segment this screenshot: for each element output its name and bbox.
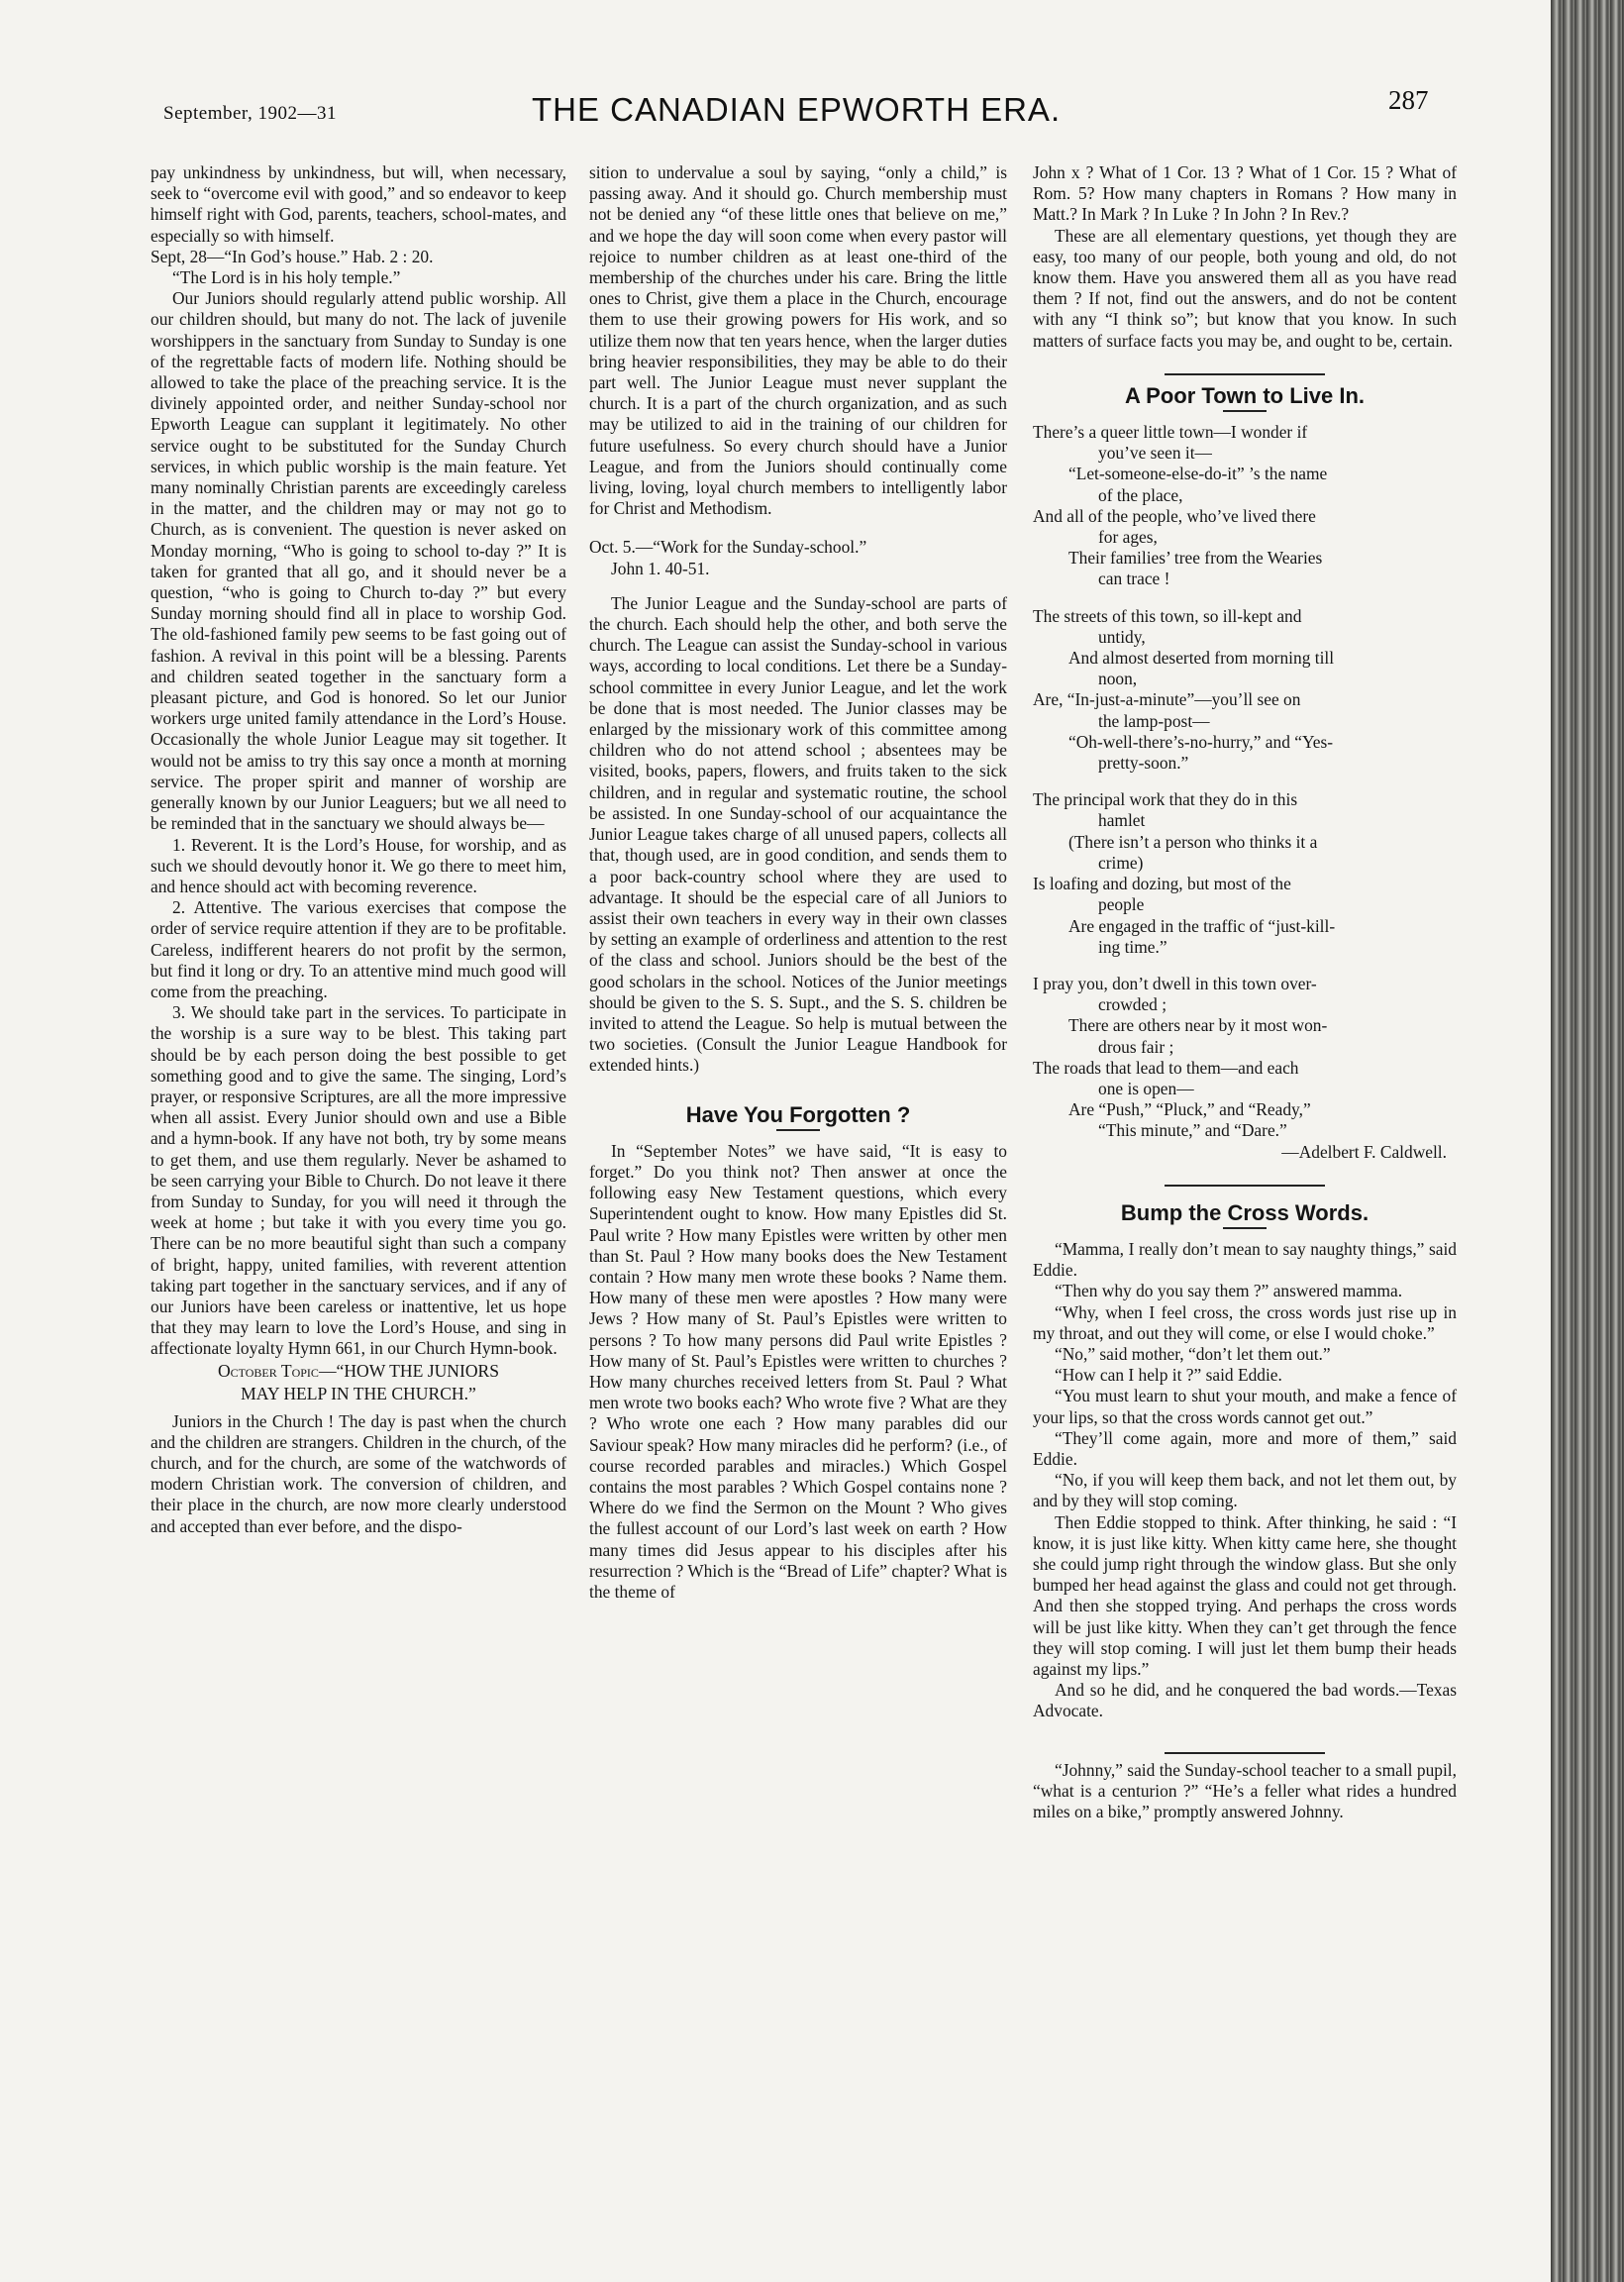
story-paragraph: “Mamma, I really don’t mean to say naughty things,” said Eddie. — [1033, 1238, 1457, 1281]
story-paragraph: “No, if you will keep them back, and not let them out, by and by they will stop coming. — [1033, 1470, 1457, 1511]
poem-line: pretty-soon.” — [1098, 753, 1189, 774]
poem-line: The principal work that they do in this — [1033, 789, 1298, 810]
poem-line: crime) — [1098, 852, 1144, 873]
poem-line: “Let-someone-else-do-it” ’s the name — [1068, 464, 1328, 484]
poem-title: A Poor Town to Live In. — [1125, 382, 1365, 408]
poem-line: Are “Push,” “Pluck,” and “Ready,” — [1068, 1099, 1311, 1120]
poem-line: There are others near by it most won- — [1068, 1015, 1328, 1036]
story-paragraph: “Then why do you say them ?” answered mamma. — [1055, 1281, 1403, 1301]
topic-heading: Oct. 5.—“Work for the Sunday-school.” — [589, 537, 867, 558]
poem-line: of the place, — [1098, 484, 1183, 505]
poem-line: Are engaged in the traffic of “just-kill- — [1068, 915, 1336, 936]
story-paragraph: “Why, when I feel cross, the cross words just rise up in my throat, and out they will come, or else I would choke.” — [1033, 1301, 1457, 1343]
poem-line: “Oh-well-there’s-no-hurry,” and “Yes- — [1068, 731, 1334, 752]
paragraph: In “September Notes” we have said, “It is easy to forget.” Do you think not? Then answer at once the following easy New Testament questions, which every Superintendent ought to know. How many Epistles did St. Paul write ? How many Epistles were written by other men than St. Paul ? How many books does the New Testament contain ? How many men wrote these books ? Name them. How many of these men were apostles ? How many were Jews ? How many of St. Paul’s Epistles were written to persons ? To how many persons did Paul write Epistles ? How many of St. Paul’s Epistles were written to churches ? How many churches received letters from St. Paul ? What men wrote two books each? Who wrote five ? What are they ? Who wrote one each ? How many parables did our Saviour speak? How many miracles did he perform? (i.e., of course recorded parables and miracles.) Which Gospel contains the most parables ? Which Gospel contains none ? Where do we find the Sermon on the Mount ? Who gives the fullest account of our Lord’s last week on earth ? How many times did Jesus appear to his disciples after his resurrection ? Which is the “Bread of Life” chapter? What is the theme of — [589, 1140, 1007, 1602]
poem-line: Are, “In-just-a-minute”—you’ll see on — [1033, 689, 1301, 710]
column-2 — [589, 162, 1007, 1603]
topic-subheading: John 1. 40-51. — [611, 558, 710, 578]
poem-line: And almost deserted from morning till — [1068, 648, 1335, 669]
poem-line: can trace ! — [1098, 569, 1170, 589]
poem-line: The roads that lead to them—and each — [1033, 1057, 1299, 1078]
column-3 — [1033, 162, 1457, 1822]
stanza-break — [1033, 958, 1457, 974]
section-divider — [1165, 1185, 1325, 1187]
stanza-break — [1033, 590, 1457, 606]
paragraph: Juniors in the Church ! The day is past when the church and the children are strangers. Children in the church, of the church, and for the church, are some of the watchwords of modern Christian work. The conversion of children, and their place in the church, are now more clearly understood and accepted than ever before, and the dispo- — [151, 1410, 566, 1536]
section-divider — [1165, 373, 1325, 375]
story-paragraph: Then Eddie stopped to think. After thinking, he said : “I know, it is just like kitty. When kitty came here, she thought she could jump right through the window glass. But she only bumped her head against the glass and could not get through. And then she stopped trying. And perhaps the cross words will be just like kitty. When they can’t get through the fence they will stop coming. I will just let them bump their heads against my lips.” — [1033, 1511, 1457, 1679]
title-rule — [776, 1129, 820, 1131]
topic-title-cont: MAY HELP IN THE CHURCH.” — [241, 1383, 476, 1403]
story-paragraph: “They’ll come again, more and more of them,” said Eddie. — [1033, 1427, 1457, 1469]
publication-title: THE CANADIAN EPWORTH ERA. — [532, 91, 1062, 128]
poem-line: the lamp-post— — [1098, 710, 1210, 731]
paragraph: The Junior League and the Sunday-school are parts of the church. Each should help the other, and both serve the church. The League can assist the Sunday-school in various ways, according to local conditions. Let there be a Sunday-school committee in every Junior League, and let the work be done that is most needed. The Junior classes may be enlarged by the missionary work of this committee among children who do not attend school ; absentees may be visited, books, papers, flowers, and fruits taken to the sick children, and in regular and systematic routine, the school be assisted. In one Sunday-school of our acquaintance the Junior League takes charge of all unused papers, collects all that, though used, are in good condition, and sends them to a poor back-country school where they are used to advantage. It should be the especial care of all Juniors to assist their own teachers in every way in their own classes by setting an example of orderliness and attention to the rest of the class and school. Juniors should be the best of the good scholars in the school. Notices of the Junior meetings should be given to the S. S. Supt., and the S. S. children be invited to attend the League. So help is mutual between the two societies. (Consult the Junior League Handbook for extended hints.) — [589, 592, 1007, 1076]
poem-line: drous fair ; — [1098, 1036, 1174, 1057]
title-rule — [1223, 410, 1267, 412]
poem-line: hamlet — [1098, 810, 1146, 831]
paragraph: “Johnny,” said the Sunday-school teacher to a small pupil, “what is a centurion ?” “He’s a feller what rides a hundred miles on a bike,” promptly answered Johnny. — [1033, 1759, 1457, 1822]
topic-label: October Topic — [217, 1360, 319, 1381]
column-1 — [151, 162, 566, 1537]
title-rule — [1223, 1227, 1267, 1229]
topic-heading: Sept, 28—“In God’s house.” Hab. 2 : 20. — [151, 246, 434, 266]
paragraph: These are all elementary questions, yet though they are easy, too many of our people, both young and old, do not know them. Have you answered them all as you have read them ? If not, find out the answers, and do not be content with any “I think so”; but know that you know. In such matters of surface facts you may be, and ought to be, certain. — [1033, 225, 1457, 351]
section-title: Have You Forgotten ? — [685, 1101, 911, 1127]
october-topic-heading — [151, 1360, 566, 1405]
paragraph: John x ? What of 1 Cor. 13 ? What of 1 Cor. 15 ? What of Rom. 5? How many chapters in Romans ? How many in Matt.? In Mark ? In Luke ? In John ? In Rev.? — [1033, 162, 1457, 225]
poem-line: The streets of this town, so ill-kept and — [1033, 605, 1302, 626]
book-binding-edge — [1551, 0, 1624, 2282]
story-paragraph: And so he did, and he conquered the bad words.—Texas Advocate. — [1033, 1680, 1457, 1721]
issue-date: September, 1902—31 — [163, 103, 337, 124]
poem-line: Their families’ tree from the Wearies — [1068, 548, 1323, 569]
poem-author: —Adelbert F. Caldwell. — [1281, 1141, 1447, 1162]
poem-line: people — [1098, 894, 1145, 915]
poem-line: “This minute,” and “Dare.” — [1098, 1120, 1287, 1141]
list-item: 2. Attentive. The various exercises that compose the order of service require attention if they are to be profitable. Careless, indifferent hearers do not profit by the sermon, but find it long or dry. To an attentive mind much good will come from the preaching. — [151, 897, 566, 1001]
story-paragraph: “No,” said mother, “don’t let them out.” — [1055, 1343, 1331, 1364]
poem-line: ing time.” — [1098, 936, 1167, 957]
poem-line: And all of the people, who’ve lived there — [1033, 505, 1316, 526]
story — [1033, 1239, 1457, 1722]
topic-title: —“HOW THE JUNIORS — [318, 1360, 500, 1381]
list-item: 1. Reverent. It is the Lord’s House, for worship, and as such we should devoutly honor it. We go there to meet him, and hence should act with becoming reverence. — [151, 834, 566, 896]
poem-line: one is open— — [1098, 1078, 1194, 1098]
story-paragraph: “You must learn to shut your mouth, and make a fence of your lips, so that the cross words cannot get out.” — [1033, 1386, 1457, 1427]
poem-line: There’s a queer little town—I wonder if — [1033, 422, 1308, 443]
paragraph: sition to undervalue a soul by saying, “only a child,” is passing away. And it should go. Church membership must not be denied any “of these little ones that believe on me,” and we hope the day will soon come when every pastor will rejoice to number children as at least one-third of the membership of the churches under his care. Bring the little ones to Christ, give them a place in the Church, encourage them to use their growing powers for His work, and so utilize them now that ten years hence, when the larger duties bring heavier responsibilities, they may be able to do their part well. The Junior League must never supplant the church. It is a part of the church organization, and as such may be utilized to aid in the training of our children for future usefulness. So every church should have a Junior League, and from the Juniors should continually come living, loving, loyal church members to intelligently labor for Christ and Methodism. — [589, 162, 1007, 519]
poem-line: Is loafing and dozing, but most of the — [1033, 874, 1291, 894]
poem-line: I pray you, don’t dwell in this town over- — [1033, 973, 1317, 993]
page-number: 287 — [1388, 85, 1429, 115]
story-title: Bump the Cross Words. — [1120, 1199, 1370, 1225]
poem-line: you’ve seen it— — [1098, 443, 1212, 464]
poem-line: (There isn’t a person who thinks it a — [1068, 831, 1318, 852]
poem-line: crowded ; — [1098, 994, 1167, 1015]
section-divider — [1165, 1752, 1325, 1754]
poem-line: noon, — [1098, 669, 1138, 689]
paragraph: pay unkindness by unkindness, but will, when necessary, seek to “overcome evil with good,” and so endeavor to keep himself right with God, parents, teachers, school-mates, and especially so with himself. — [151, 162, 566, 246]
topic-subheading: “The Lord is in his holy temple.” — [172, 267, 401, 288]
poem-line: for ages, — [1098, 527, 1158, 548]
story-paragraph: “How can I help it ?” said Eddie. — [1055, 1365, 1282, 1386]
list-item: 3. We should take part in the services. To participate in the worship is a sure way to be blest. This taking part should be by each person doing the best possible to get something good and to give the same. The singing, Lord’s prayer, or responsive Scriptures, are all the more impressive when all assist. Every Junior should own and use a Bible and a hymn-book. If any have not both, try by some means to get them, and use them regularly. Never be ashamed to be seen carrying your Bible to Church. Do not leave it there from Sunday to Sunday, for you will need it through the week at home ; but take it with you every time you go. There can be no more beautiful sight than such a company of bright, happy, united families, with reverent attention taking part together in the sanctuary services, and if any of our Juniors have been careless or inattentive, let us hope that they may learn to love the Lord’s House, and sing in affectionate loyalty Hymn 661, in our Church Hymn-book. — [151, 1002, 566, 1359]
paragraph: Our Juniors should regularly attend public worship. All our children should, but many do not. The lack of juvenile worshippers in the sanctuary from Sunday to Sunday is one of the regrettable facts of modern life. Nothing should be allowed to take the place of the preaching service. It is the divinely appointed order, and neither Sunday-school nor Epworth League can supplant it legitimately. No other service ought to be substituted for the Sunday Church services, in which public worship is the main feature. Yet many nominally Christian parents are exceedingly careless in the matter, and the children may or may not go to Church, as is convenient. The question is never asked on Monday morning, “Who is going to school to-day ?” It is taken for granted that all go, and it should never be a question, “who is going to Church to-day ?” but every Sunday morning should find all in place to worship God. The old-fashioned family pew seems to be fast going out of fashion. A revival in this point will be a blessing. Parents and children seated together in the sanctuary form a pleasant picture, and God is honored. So let our Junior workers urge united family attendance in the Lord’s House. Occasionally the whole Junior League may sit together. It would not be amiss to try this say once a month at morning service. The proper spirit and manner of worship are generally known by our Junior Leaguers; but we all need to be reminded that in the sanctuary we should always be— — [151, 288, 566, 834]
poem-line: untidy, — [1098, 626, 1146, 647]
poem — [1033, 422, 1457, 1142]
stanza-break — [1033, 774, 1457, 789]
